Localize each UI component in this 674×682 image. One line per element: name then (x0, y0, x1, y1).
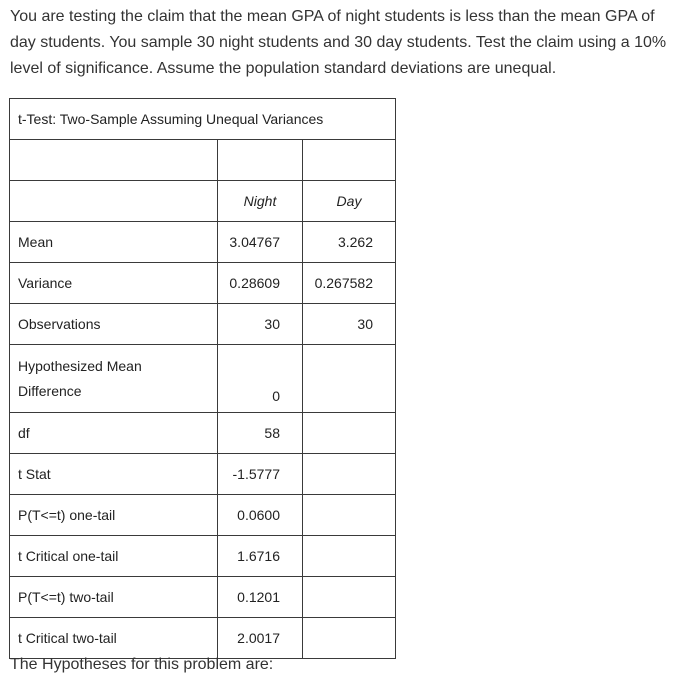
row-label: Hypothesized Mean Difference (10, 345, 218, 413)
row-label: df (10, 413, 218, 454)
table-row (10, 618, 396, 659)
blank-cell (303, 140, 396, 181)
row-label: t Critical one-tail (10, 536, 218, 577)
night-value: 2.0017 (218, 618, 303, 659)
day-column-header: Day (303, 181, 396, 222)
night-value: 0.28609 (218, 263, 303, 304)
row-label: Observations (10, 304, 218, 345)
table-row (10, 345, 396, 413)
row-label: t Stat (10, 454, 218, 495)
table-row (10, 454, 396, 495)
table-row (10, 577, 396, 618)
day-value (303, 413, 396, 454)
table-row (10, 222, 396, 263)
day-value: 3.262 (303, 222, 396, 263)
header-blank-cell (10, 181, 218, 222)
day-value (303, 454, 396, 495)
row-label: Mean (10, 222, 218, 263)
row-label: P(T<=t) two-tail (10, 577, 218, 618)
table-title: t-Test: Two-Sample Assuming Unequal Variances (10, 99, 396, 140)
day-value (303, 536, 396, 577)
blank-cell (10, 140, 218, 181)
night-value: 30 (218, 304, 303, 345)
day-value (303, 618, 396, 659)
table-row (10, 495, 396, 536)
day-value: 30 (303, 304, 396, 345)
night-value: -1.5777 (218, 454, 303, 495)
table-row (10, 536, 396, 577)
table-row (10, 413, 396, 454)
row-label: t Critical two-tail (10, 618, 218, 659)
night-value: 1.6716 (218, 536, 303, 577)
night-value: 58 (218, 413, 303, 454)
blank-row (10, 140, 396, 181)
table-row (10, 263, 396, 304)
t-test-table (9, 98, 396, 659)
row-label: P(T<=t) one-tail (10, 495, 218, 536)
day-value (303, 495, 396, 536)
table-row (10, 304, 396, 345)
day-value (303, 577, 396, 618)
night-value: 3.04767 (218, 222, 303, 263)
header-row (10, 181, 396, 222)
hypotheses-prompt: The Hypotheses for this problem are: (10, 656, 274, 673)
problem-statement: You are testing the claim that the mean GPA of night students is less than the mean GPA of day students. You sample 30 night students and 30 day students. Test the claim using a 10% level of significance. Assume the population standard deviations are unequal. (10, 8, 667, 77)
blank-cell (218, 140, 303, 181)
night-column-header: Night (218, 181, 303, 222)
day-value: 0.267582 (303, 263, 396, 304)
table-title-row (10, 99, 396, 140)
night-value: 0 (218, 345, 303, 413)
night-value: 0.1201 (218, 577, 303, 618)
day-value (303, 345, 396, 413)
row-label: Variance (10, 263, 218, 304)
night-value: 0.0600 (218, 495, 303, 536)
